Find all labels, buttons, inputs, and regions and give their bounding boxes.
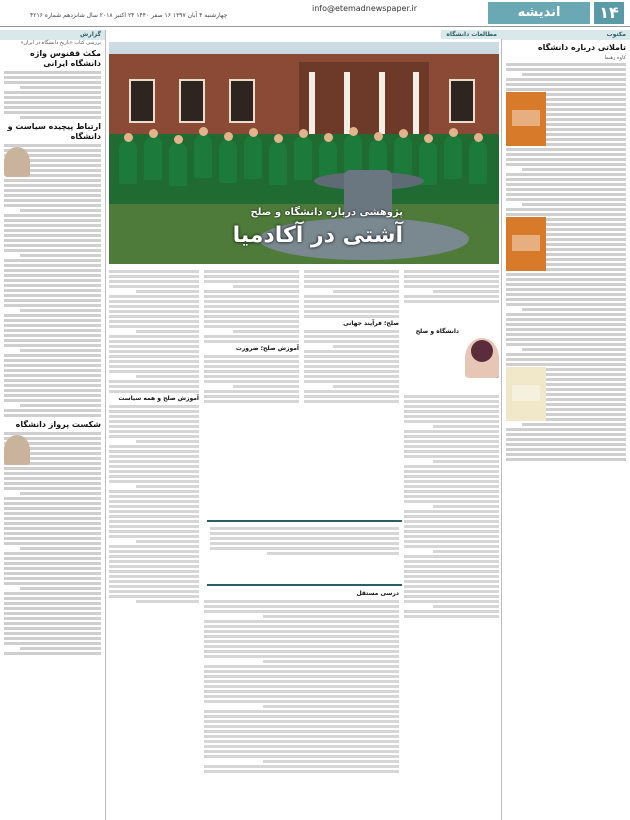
byline-role: دانشگاه و صلح [415,328,459,335]
left-section-2-title: ارتباط پیچیده سیاست و دانشگاه [7,122,101,141]
main-story-body [109,268,499,818]
text-column [304,268,399,518]
left-column-subtitle: بررسی کتاب «تاریخ دانشگاه در ایران» [20,40,101,46]
email-address: info@etemadnewspaper.ir [312,4,418,13]
story-banner [105,30,502,40]
book-cover-image [506,92,546,146]
page-header [0,0,630,27]
text-column [404,393,499,813]
text-column [204,588,399,818]
right-column-title: تاملاتی درباره دانشگاه [537,43,626,52]
left-column-tag: گزارش [0,30,105,40]
right-column-author: کاوه رهنما [604,55,626,61]
author-photo [4,147,30,177]
left-column [0,30,106,820]
book-cover-image [506,367,546,421]
right-column [501,30,630,820]
page-number: ۱۴ [594,2,624,24]
subhead: درسی مستقل [356,590,399,597]
pull-quote [207,520,402,586]
author-photo [4,435,30,465]
book-cover-image [506,217,546,271]
subhead: آموزش صلح؛ ضرورت [235,345,299,352]
subhead: آموزش صلح و همه سیاست [118,395,199,402]
headline-block [109,205,409,263]
author-portrait [465,338,499,378]
text-column [204,268,299,518]
right-column-tag: مکتوب [502,30,630,40]
dateline: چهارشنبه ۴ آبان ۱۳۹۷ ۱۶ صفر ۱۴۴۰ ۲۴ اکتبر ۲۰۱۸ سال شانزدهم شماره ۴۲۱۶ [30,12,228,19]
story-section-tag: مطالعات دانشگاه [441,30,502,39]
left-column-title: مکث ققنوس واژه دانشگاه ایرانی [29,49,101,68]
story-kicker: پژوهشی درباره دانشگاه و صلح [250,207,403,218]
subhead: صلح؛ فرآیند جهانی [343,320,399,327]
byline [404,328,499,384]
left-section-3-title: شکست پرواز دانشگاه [15,420,101,429]
section-label: اندیشه [488,2,590,24]
story-headline: آشتی در آکادمیا [232,223,403,248]
text-column [109,268,199,818]
